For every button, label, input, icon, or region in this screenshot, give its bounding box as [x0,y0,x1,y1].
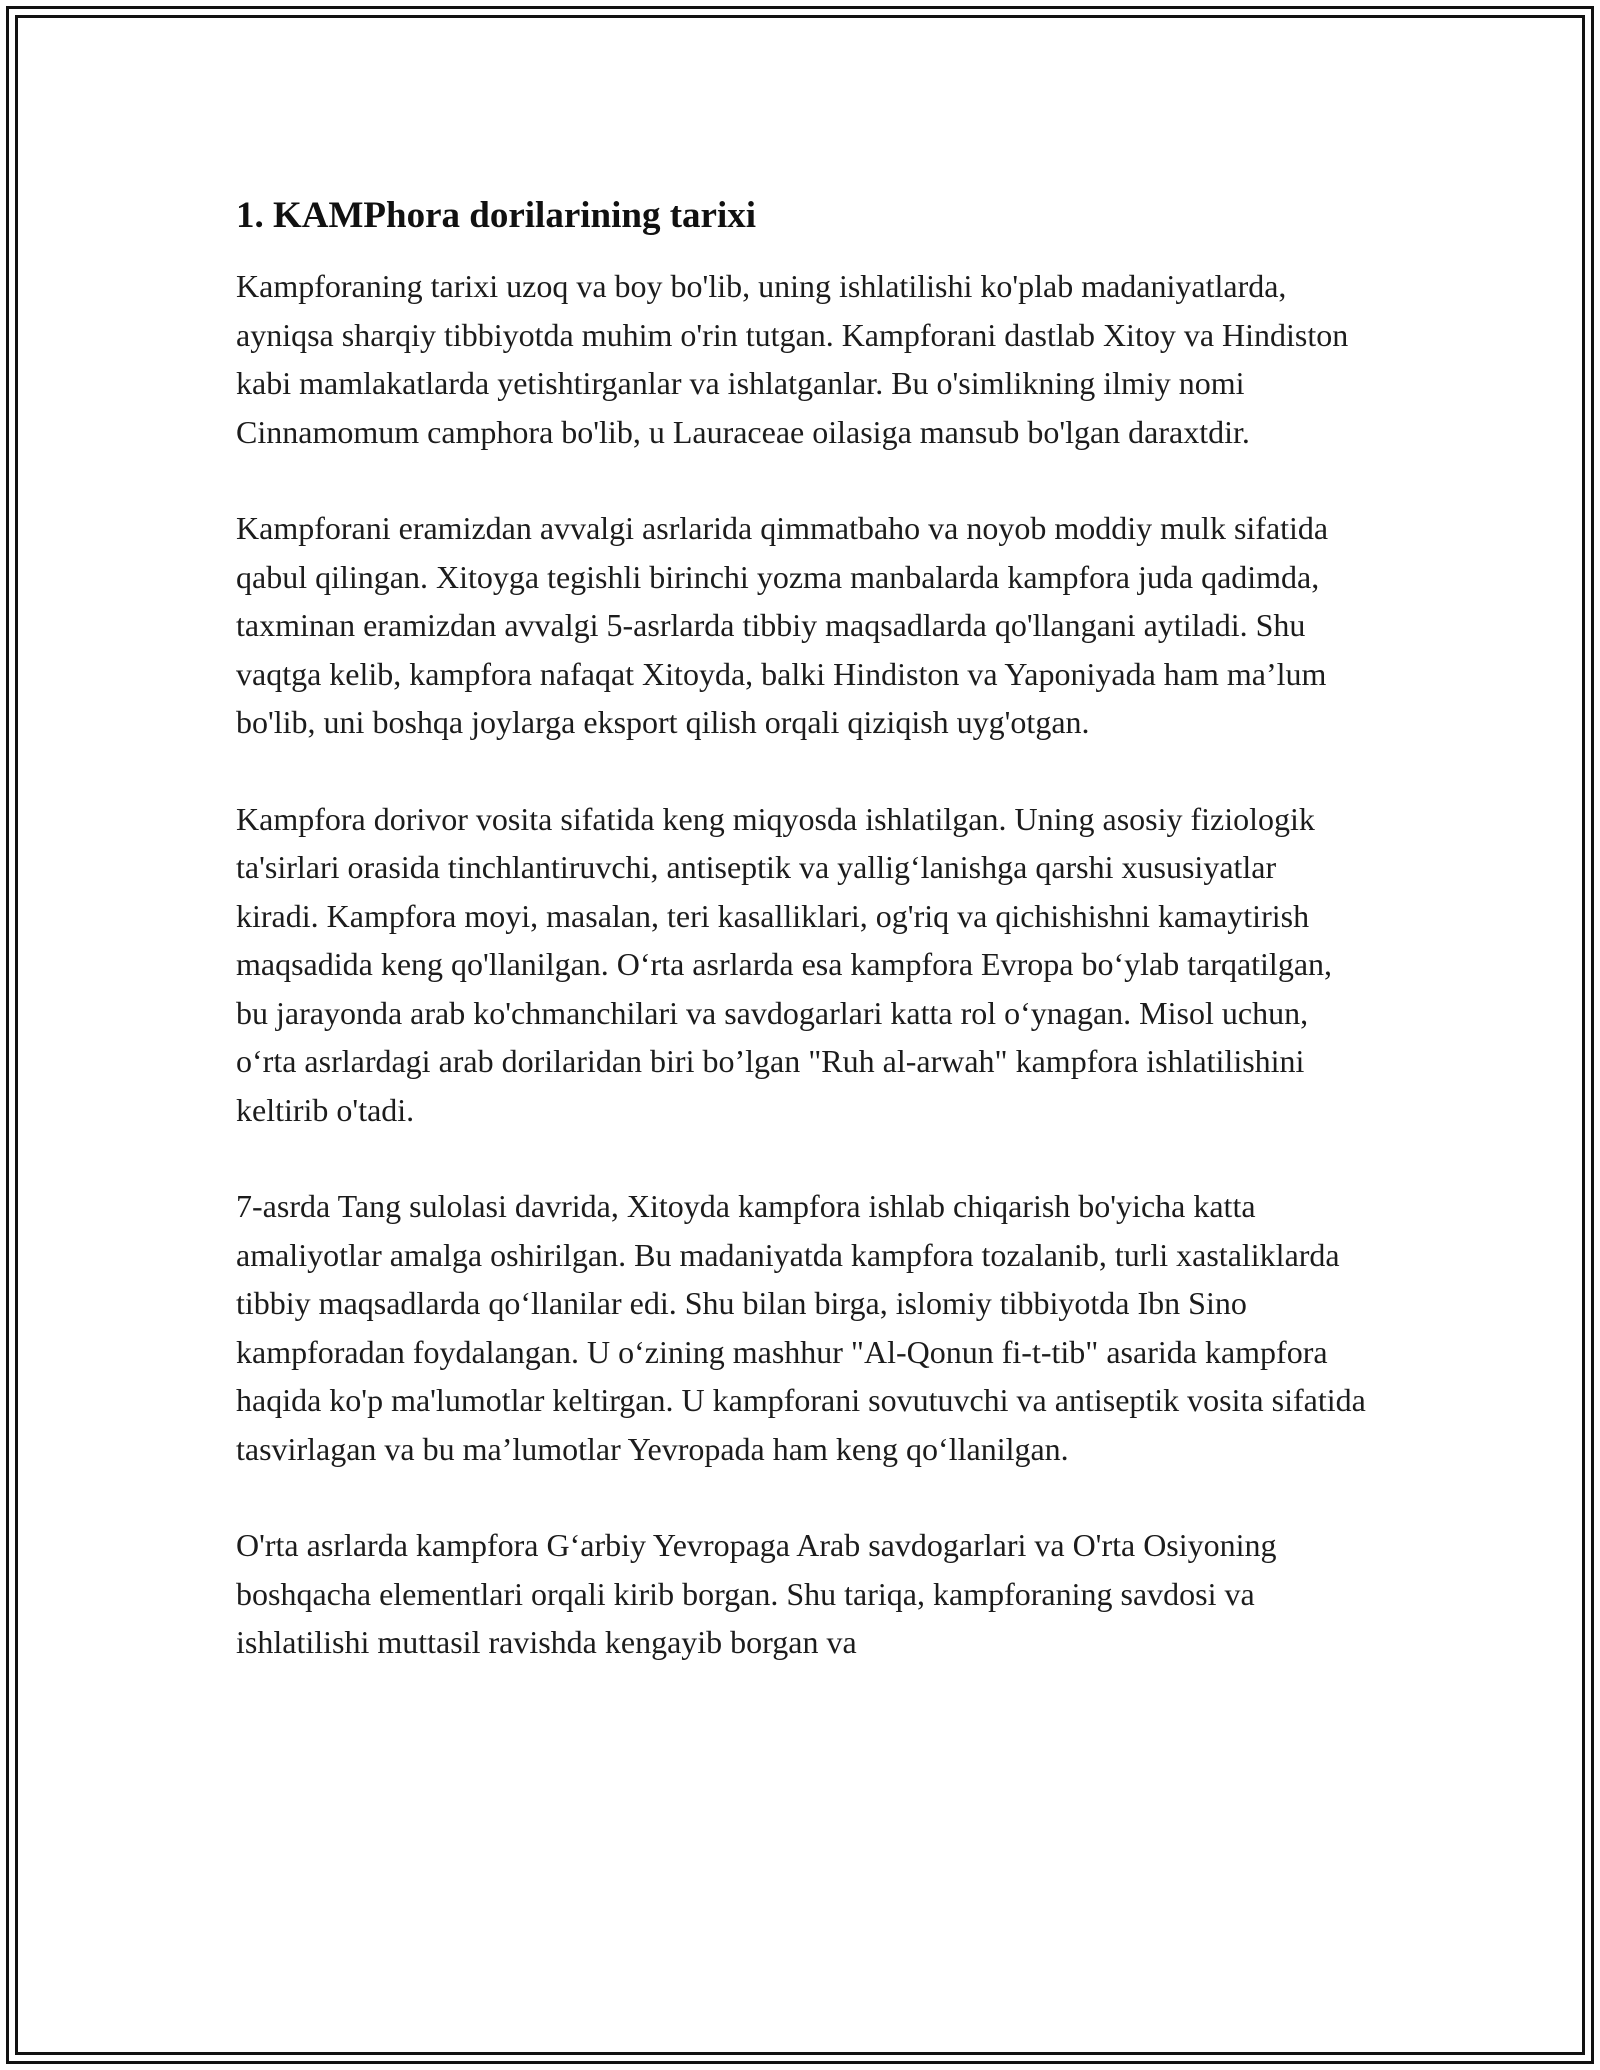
paragraph-5: O'rta asrlarda kampfora G‘arbiy Yevropaga Arab savdogarlari va O'rta Osiyoning boshqacha elementlari orqali kirib borgan. Shu tariqa, kampforaning savdosi va ishlatilishi muttasil ravishda kengayib borgan va [236,1527,1277,1660]
paragraph-2: Kampforani eramizdan avvalgi asrlarida qimmatbaho va noyob moddiy mulk sifatida qabul qilingan. Xitoyga tegishli birinchi yozma manbalarda kampfora juda qadimda, taxminan eramizdan avvalgi 5-asrlarda tibbiy maqsadlarda qo'llangani aytiladi. Shu vaqtga kelib, kampfora nafaqat Xitoyda, balki Hindiston va Yaponiyada ham ma’lum bo'lib, uni boshqa joylarga eksport qilish orqali qiziqish uyg'otgan. [236,510,1329,740]
document-body [236,190,1366,1715]
paragraph-3: Kampfora dorivor vosita sifatida keng miqyosda ishlatilgan. Uning asosiy fiziologik ta'sirlari orasida tinchlantiruvchi, antiseptik va yallig‘lanishga qarshi xususiyatlar kiradi. Kampfora moyi, masalan, teri kasalliklari, og'riq va qichishishni kamaytirish maqsadida keng qo'llanilgan. O‘rta asrlarda esa kampfora Evropa bo‘ylab tarqatilgan, bu jarayonda arab ko'chmanchilari va savdogarlari katta rol o‘ynagan. Misol uchun, o‘rta asrlardagi arab dorilaridan biri bo’lgan "Ruh al-arwah" kampfora ishlatilishini keltirib o'tadi. [236,800,1333,1128]
section-heading: 1. KAMPhora dorilarining tarixi [236,195,757,236]
paragraph-4: 7-asrda Tang sulolasi davrida, Xitoyda kampfora ishlab chiqarish bo'yicha katta amaliyotlar amalga oshirilgan. Bu madaniyatda kampfora tozalanib, turli xastaliklarda tibbiy maqsadlarda qo‘llanilar edi. Shu bilan birga, islomiy tibbiyotda Ibn Sino kampforadan foydalangan. U o‘zining mashhur "Al-Qonun fi-t-tib" asarida kampfora haqida ko'p ma'lumotlar keltirgan. U kampforani sovutuvchi va antiseptik vosita sifatida tasvirlagan va bu ma’lumotlar Yevropada ham keng qo‘llanilgan. [236,1188,1366,1467]
paragraph-1: Kampforaning tarixi uzoq va boy bo'lib, uning ishlatilishi ko'plab madaniyatlarda, ayniqsa sharqiy tibbiyotda muhim o'rin tutgan. Kampforani dastlab Xitoy va Hindiston kabi mamlakatlarda yetishtirganlar va ishlatganlar. Bu o'simlikning ilmiy nomi Cinnamomum camphora bo'lib, u Lauraceae oilasiga mansub bo'lgan daraxtdir. [236,268,1349,450]
